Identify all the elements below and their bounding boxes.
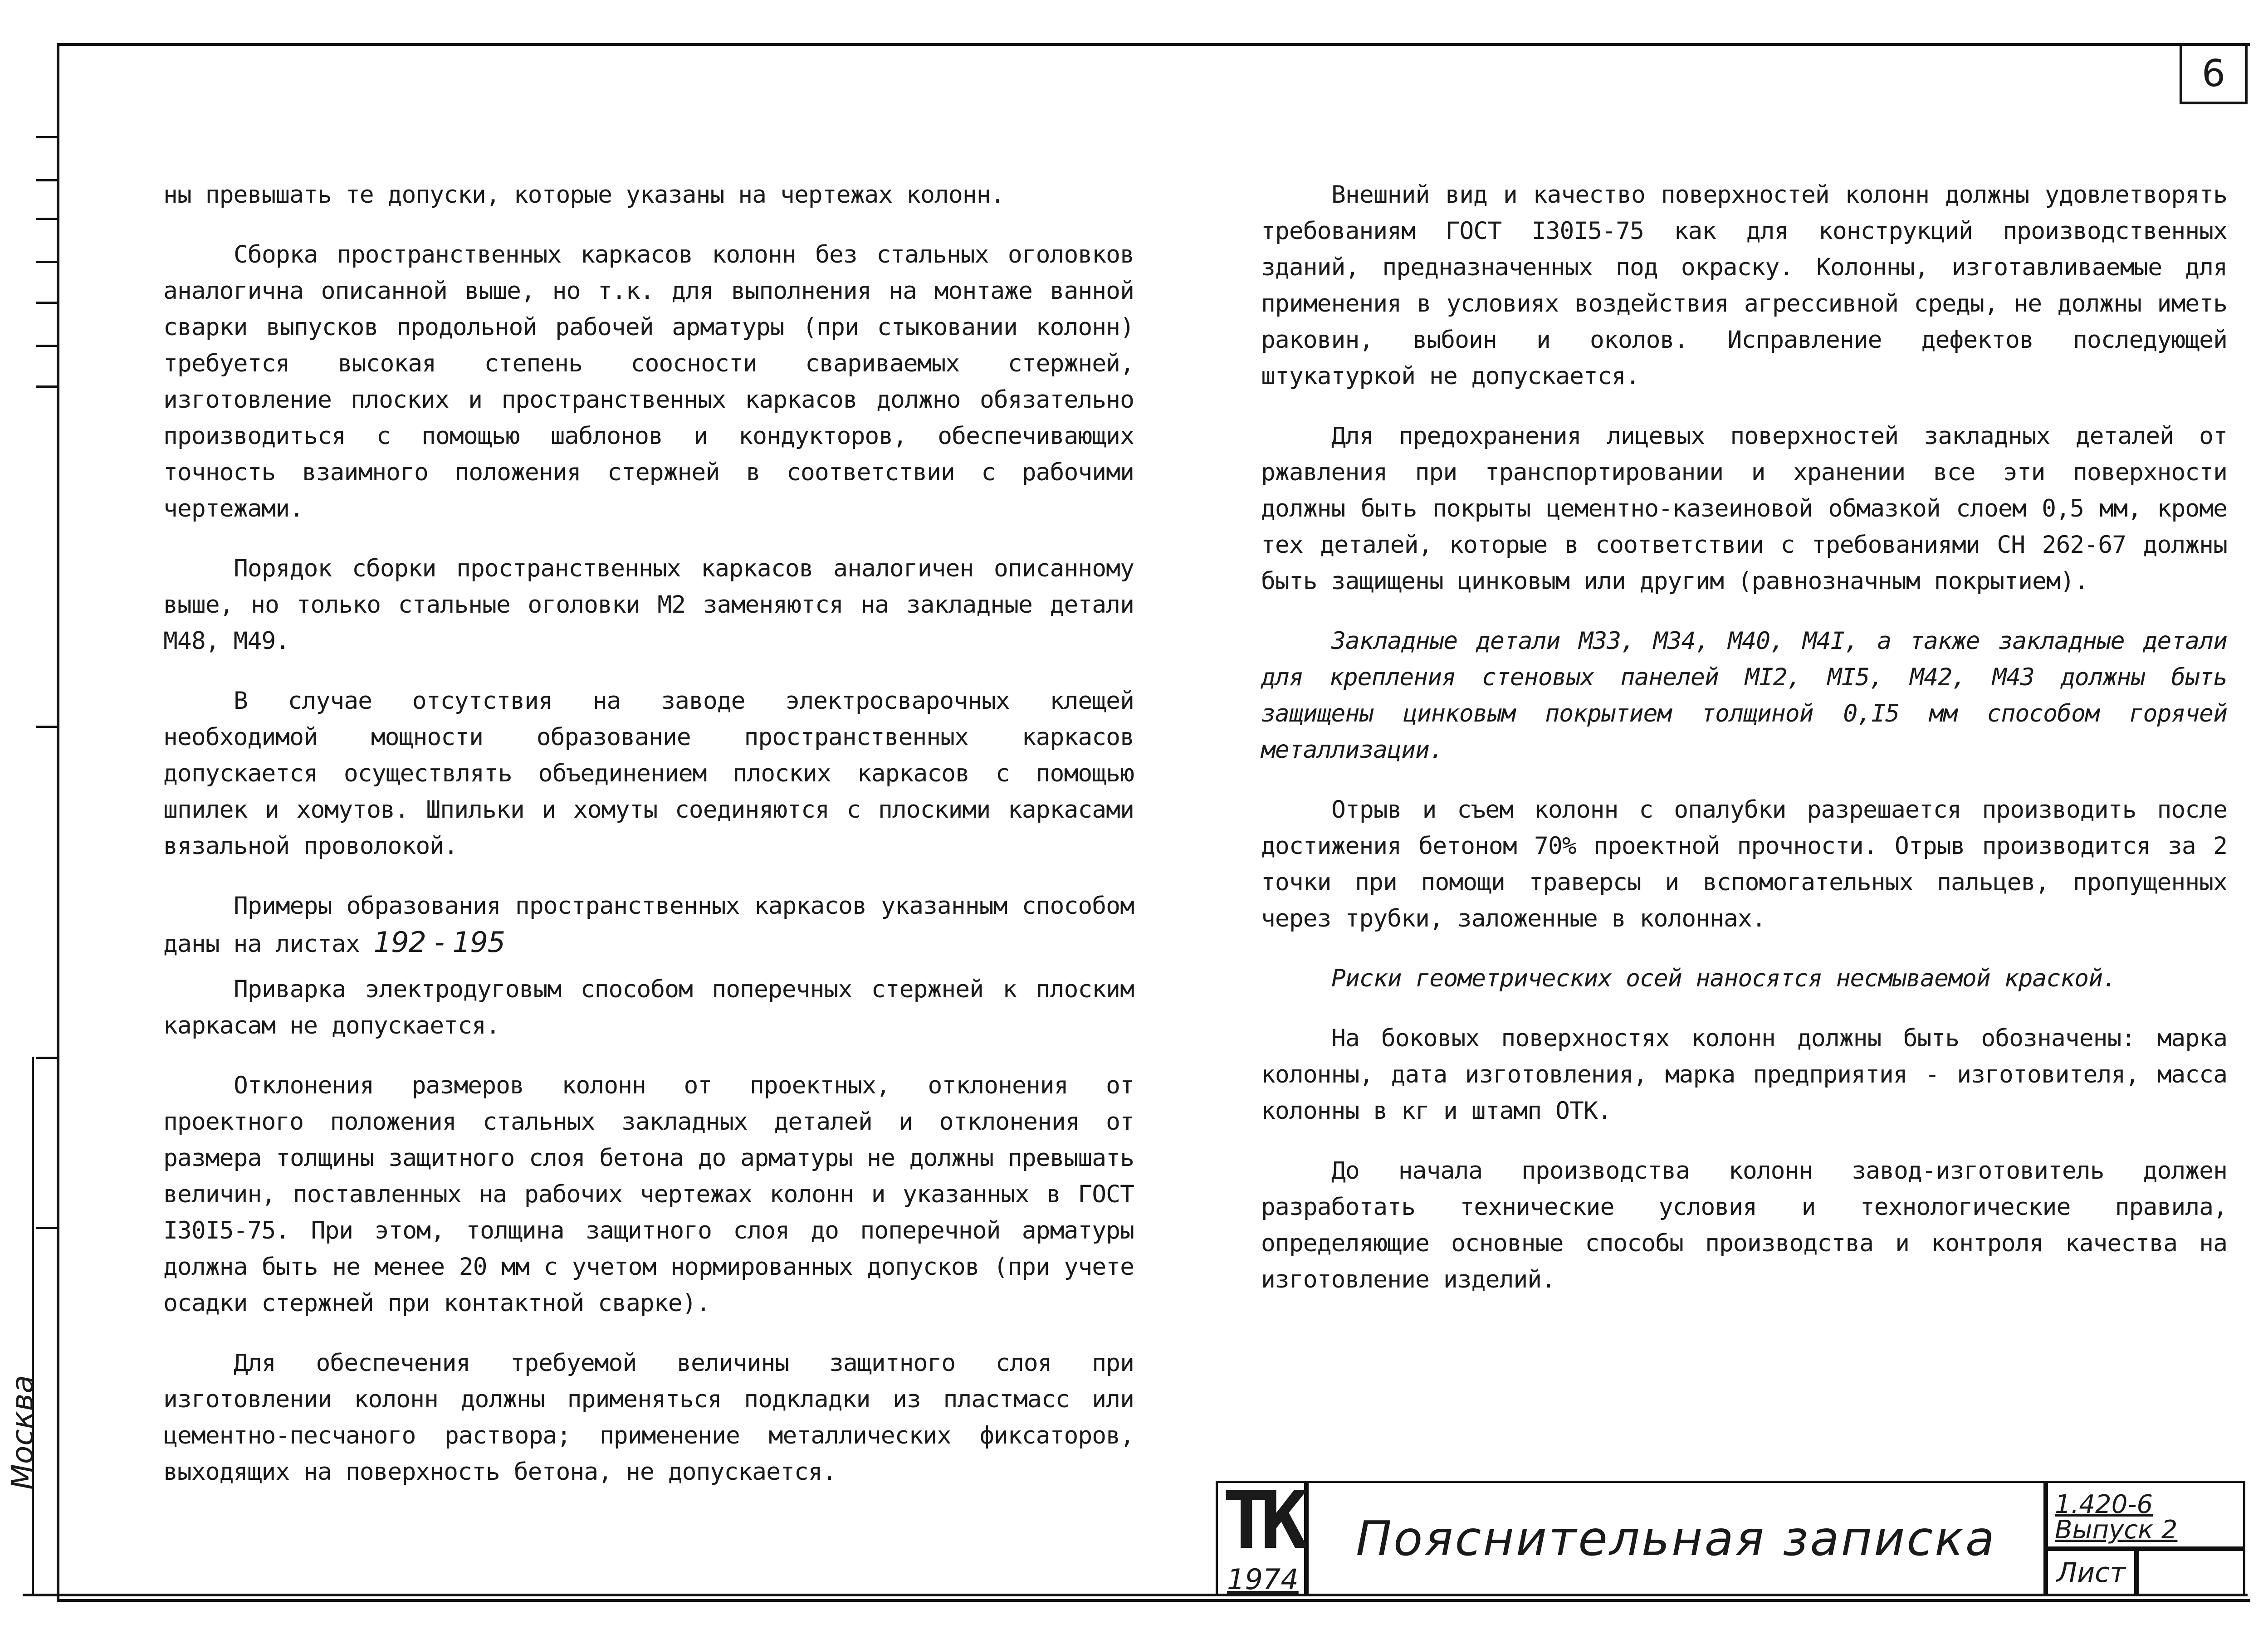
- paragraph: Отклонения размеров колонн от проектных, отклонения от проектного положения стальных закладных деталей и отклонения от размера толщины защитного слоя бетона до арматуры не должны превышать величин, поставленных на рабочих чертежах колонн и указанных в ГОСТ I30I5-75. При этом, толщина защитного слоя до поперечной арматуры должна быть не менее 20 мм с учетом нормированных допусков (при учете осадки стержней при контактной сварке).: [163, 1072, 1134, 1317]
- page-number: 6: [2180, 43, 2248, 104]
- margin-tick: [36, 261, 57, 263]
- sheet-number-cell: [2136, 1549, 2245, 1596]
- paragraph: Порядок сборки пространственных каркасов аналогичен описанному выше, но только стальные оголовки М2 заменяются на закладные детали М48, М49.: [163, 555, 1134, 655]
- side-stamp: [4, 1361, 44, 1497]
- series-code: [2046, 1481, 2245, 1549]
- paragraph: Приварка электродуговым способом поперечных стержней к плоским каркасам не допускается.: [163, 976, 1134, 1039]
- paragraph: До начала производства колонн завод-изготовитель должен разработать технические условия и технологические правила, определяющие основные способы производства и контроля качества на изготовление изделий.: [1261, 1157, 2227, 1293]
- paragraph: Сборка пространственных каркасов колонн без стальных оголовков аналогична описанной выше, но т.к. для выполнения на монтаже ванной сварки выпусков продольной рабочей арматуры (при стыковании колонн) требуется высокая степень соосности свариваемых стержней, изготовление плоских и пространственных каркасов должно обязательно производиться с помощью шаблонов и кондукторов, обеспечивающих точность взаимного положения стержней в соответствии с рабочими чертежами.: [163, 241, 1134, 522]
- margin-tick: [36, 385, 57, 388]
- margin-binding-line: [32, 1057, 34, 1596]
- document-title: Пояснительная записка: [1306, 1481, 2046, 1596]
- tk-logo: [1216, 1475, 1306, 1596]
- margin-tick: [36, 136, 57, 138]
- issue-line: Выпуск 2: [2055, 1515, 2178, 1545]
- paragraph: Для обеспечения требуемой величины защитного слоя при изготовлении колонн должны применяться подкладки из пластмасс или цементно-песчаного раствора; применение металлических фиксаторов, выходящих на поверхность бетона, не допускается.: [163, 1349, 1134, 1486]
- margin-tick: [36, 1057, 57, 1059]
- title-block: [1216, 1475, 2245, 1596]
- margin-tick: [36, 726, 57, 728]
- paragraph: Отрыв и съем колонн с опалубки разрешается производить после достижения бетоном 70% проектной прочности. Отрыв производится за 2 точки при помощи траверсы и вспомогательных пальцев, пропущенных через трубки, заложенные в колоннах.: [1261, 796, 2227, 932]
- paragraph: Закладные детали М33, М34, М40, М4I, а также закладные детали для крепления стеновых панелей МI2, МI5, М42, М43 должны быть защищены цинковым покрытием толщиной 0,I5 мм способом горячей металлизации.: [1261, 627, 2227, 764]
- margin-tick: [36, 345, 57, 347]
- paragraph: На боковых поверхностях колонн должны быть обозначены: марка колонны, дата изготовления, марка предприятия - изготовителя, масса колонны в кг и штамп ОТК.: [1261, 1024, 2227, 1125]
- side-stamp-text: Москва: [5, 1375, 40, 1490]
- logo-year: 1974: [1227, 1563, 1299, 1596]
- series-code-line: 1.420-6: [2055, 1490, 2153, 1519]
- sheets-reference: 192 - 195: [373, 926, 505, 959]
- logo-text: ТК: [1222, 1475, 1298, 1567]
- margin-tick: [36, 179, 57, 181]
- paragraph: Риски геометрических осей наносятся несмываемой краской.: [1331, 965, 2116, 992]
- paragraph: Внешний вид и качество поверхностей колонн должны удовлетворять требованиям ГОСТ I30I5-75 как для конструкций производственных зданий, предназначенных под окраску. Колонны, изготавливаемые для применения в условиях воздействия агрессивной среды, не должны иметь раковин, выбоин и околов. Исправление дефектов последующей штукатуркой не допускается.: [1261, 181, 2227, 390]
- margin-tick: [36, 218, 57, 220]
- paragraph-text: Примеры образования пространственных каркасов указанным способом даны на листах: [163, 892, 1134, 958]
- paragraph: В случае отсутствия на заводе электросварочных клещей необходимой мощности образование пространственных каркасов допускается осуществлять объединением плоских каркасов с помощью шпилек и хомутов. Шпильки и хомуты соединяются с плоскими каркасами вязальной проволокой.: [163, 687, 1134, 860]
- margin-tick: [36, 1227, 57, 1229]
- sheet-label: Лист: [2046, 1549, 2136, 1596]
- left-text-column: [163, 177, 1134, 1514]
- paragraph: Для предохранения лицевых поверхностей закладных деталей от ржавления при транспортировании и хранении все эти поверхности должны быть покрыты цементно-казеиновой обмазкой слоем 0,5 мм, кроме тех деталей, которые в соответствии с требованиями СН 262-67 должны быть защищены цинковым или другим (равнозначным покрытием).: [1261, 422, 2227, 595]
- paragraph: [163, 888, 1134, 962]
- paragraph: ны превышать те допуски, которые указаны на чертежах колонн.: [163, 181, 1005, 209]
- margin-tick: [36, 302, 57, 304]
- right-text-column: [1261, 177, 2227, 1322]
